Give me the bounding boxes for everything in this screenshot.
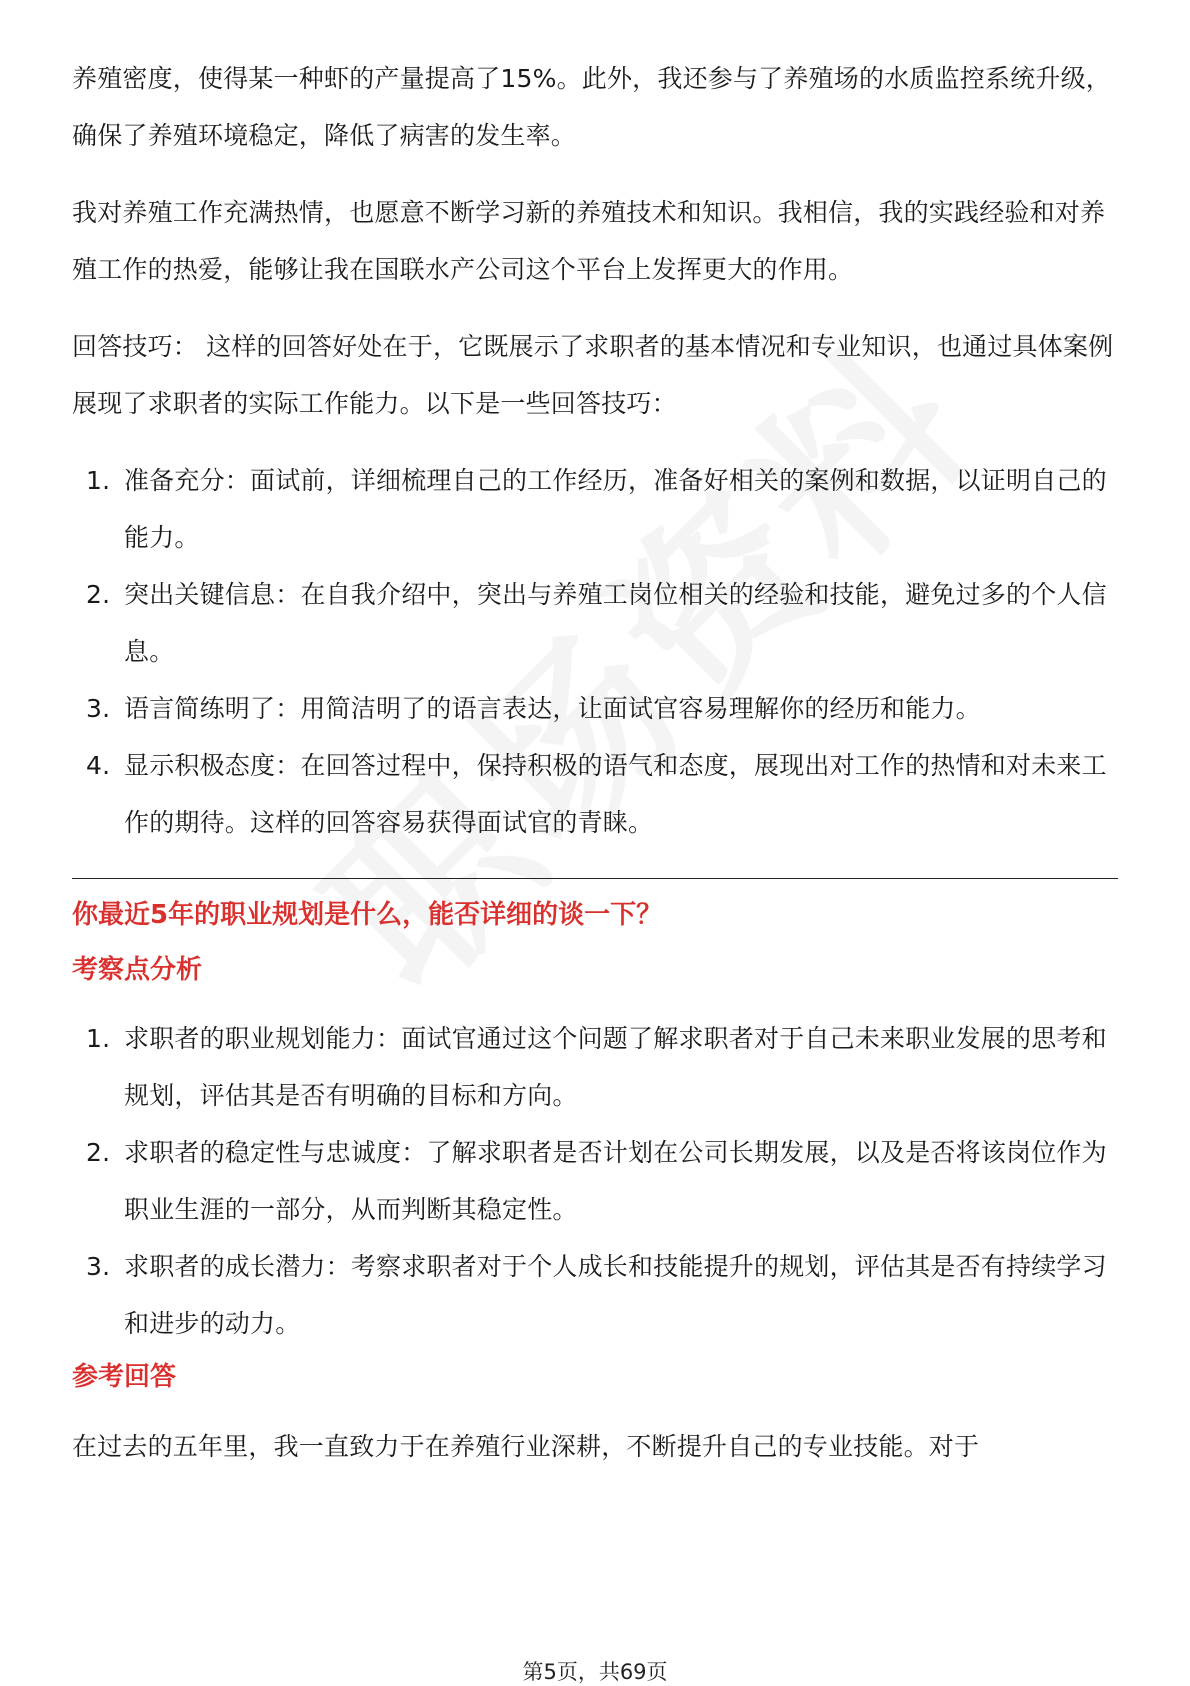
section-divider <box>72 878 1118 879</box>
list-item: 1. 求职者的职业规划能力：面试官通过这个问题了解求职者对于自己未来职业发展的思考和规划，评估其是否有明确的目标和方向。 <box>86 1024 1107 1110</box>
answer-heading: 参考回答 <box>72 1362 177 1392</box>
paragraph-tips: 回答技巧： 这样的回答好处在于，它既展示了求职者的基本情况和专业知识，也通过具体案例展现了求职者的实际工作能力。以下是一些回答技巧： <box>72 332 1114 418</box>
list-item: 4. 显示积极态度：在回答过程中，保持积极的语气和态度，展现出对工作的热情和对未来工作的期待。这样的回答容易获得面试官的青睐。 <box>86 751 1107 837</box>
analysis-heading: 考察点分析 <box>72 955 203 985</box>
paragraph-1: 养殖密度，使得某一种虾的产量提高了15%。此外，我还参与了养殖场的水质监控系统升级，确保了养殖环境稳定，降低了病害的发生率。 <box>72 64 1111 150</box>
tips-list <box>72 452 1118 851</box>
document-page <box>72 0 1118 1684</box>
list-item: 3. 语言简练明了：用简洁明了的语言表达，让面试官容易理解你的经历和能力。 <box>86 694 981 723</box>
analysis-list <box>72 1010 1118 1352</box>
list-item: 2. 突出关键信息：在自我介绍中，突出与养殖工岗位相关的经验和技能，避免过多的个人信息。 <box>86 580 1107 666</box>
list-item: 2. 求职者的稳定性与忠诚度：了解求职者是否计划在公司长期发展，以及是否将该岗位作为职业生涯的一部分，从而判断其稳定性。 <box>86 1138 1107 1224</box>
question-title: 你最近5年的职业规划是什么，能否详细的谈一下？ <box>72 900 663 930</box>
answer-paragraph: 在过去的五年里，我一直致力于在养殖行业深耕，不断提升自己的专业技能。对于 <box>72 1432 980 1461</box>
list-item: 3. 求职者的成长潜力：考察求职者对于个人成长和技能提升的规划，评估其是否有持续学习和进步的动力。 <box>86 1252 1107 1338</box>
paragraph-2: 我对养殖工作充满热情，也愿意不断学习新的养殖技术和知识。我相信，我的实践经验和对养殖工作的热爱，能够让我在国联水产公司这个平台上发挥更大的作用。 <box>72 198 1106 284</box>
list-item: 1. 准备充分：面试前，详细梳理自己的工作经历，准备好相关的案例和数据，以证明自己的能力。 <box>86 466 1107 552</box>
page-footer: 第5页，共69页 <box>522 1660 668 1684</box>
